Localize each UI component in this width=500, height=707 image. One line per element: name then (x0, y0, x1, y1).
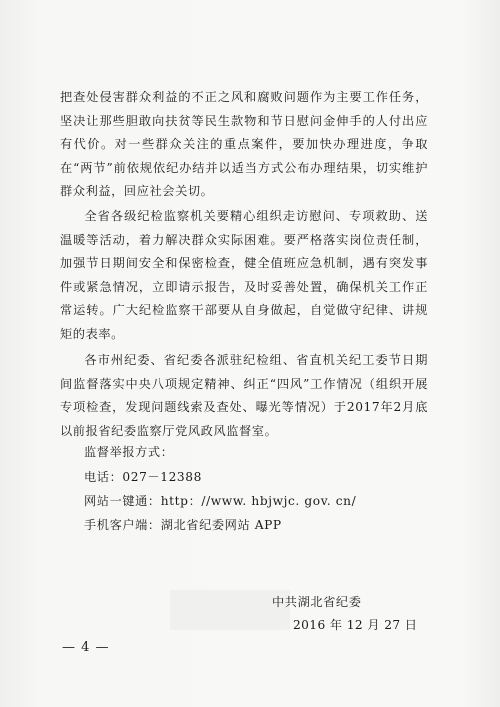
signing-organization: 中共湖北省纪委 (272, 595, 362, 609)
contact-heading: 监督举报方式： (84, 445, 174, 459)
document-date: 2016 年 12 月 27 日 (293, 618, 418, 632)
contact-phone: 电话：027－12388 (84, 470, 202, 484)
contact-website: 网站一键通：http：//www. hbjwjc. gov. cn/ (84, 494, 357, 508)
page-number: — 4 — (62, 640, 110, 655)
paragraph-2: 全省各级纪检监察机关要精心组织走访慰问、专项救助、送温暖等活动，着力解决群众实际困难。要严格落实岗位责任制，加强节日期间安全和保密检查，健全值班应急机制，遇有突发事件或紧急情况，立即请示报告，及时妥善处置，确保机关工作正常运转。广大纪检监察干部要从自身做起，自觉做守纪律、讲规矩的表率。 (60, 209, 428, 341)
paragraph-1: 把查处侵害群众利益的不正之风和腐败问题作为主要工作任务，坚决让那些胆敢向扶贫等民生款物和节日慰问金伸手的人付出应有代价。对一些群众关注的重点案件，要加快办理进度，争取在“两节”前依规依纪办结并以适当方式公布办理结果，切实维护群众利益，回应社会关切。 (60, 90, 428, 199)
paragraph-3: 各市州纪委、省纪委各派驻纪检组、省直机关纪工委节日期间监督落实中央八项规定精神、纠正“四风”工作情况（组织开展专项检查，发现问题线索及查处、曝光等情况）于2017年2月底以前报省纪委监察厅党风政风监督室。 (60, 353, 428, 438)
contact-app: 手机客户端：湖北省纪委网站 APP (84, 518, 282, 532)
